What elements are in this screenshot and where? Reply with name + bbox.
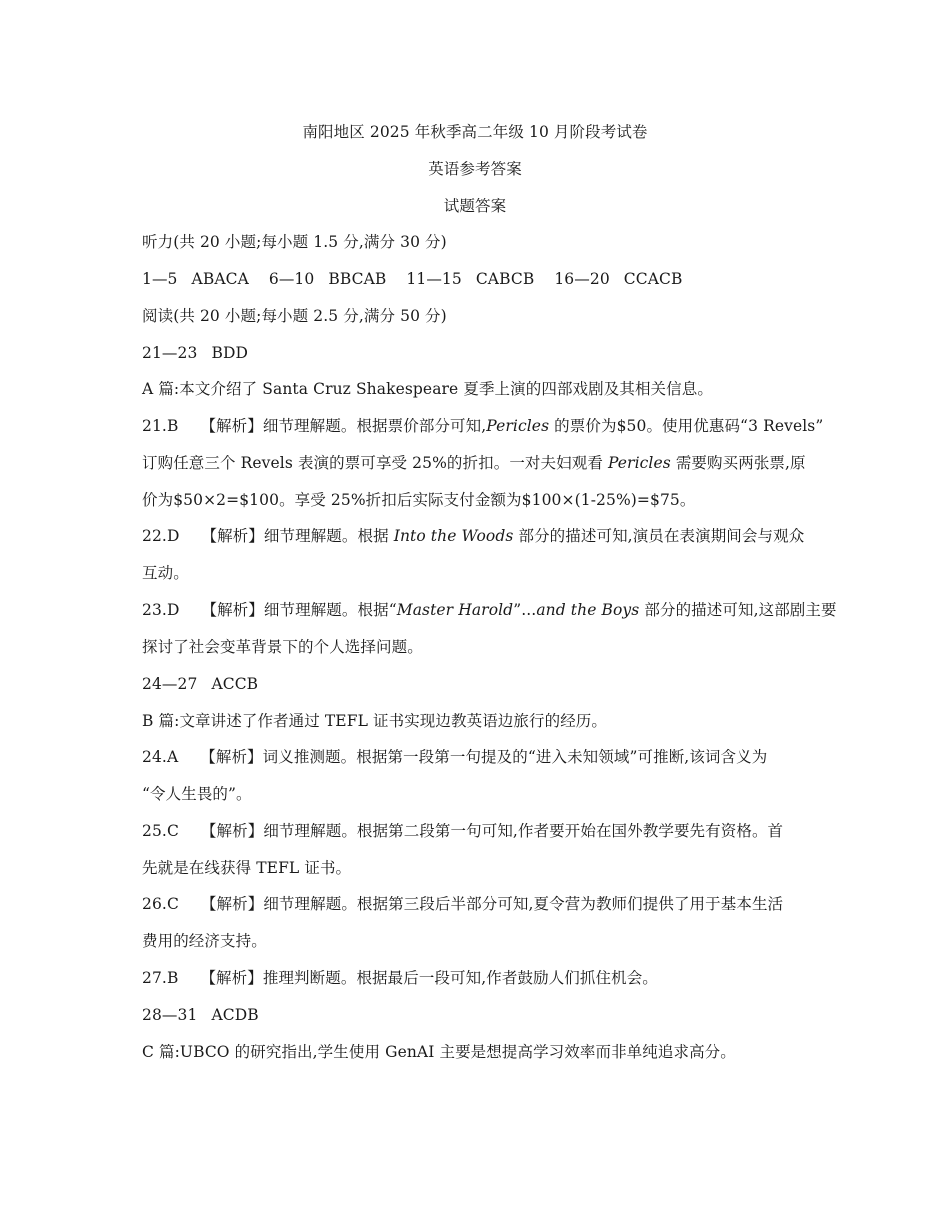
analysis-tag: 【解析】 — [201, 601, 264, 619]
reading-answers-a — [142, 343, 822, 363]
question-number: 22.D — [142, 527, 180, 545]
answer-letters: BDD — [211, 344, 248, 362]
answer-range: 6—10 — [268, 270, 315, 288]
play-title: Into the Woods — [393, 527, 514, 545]
answer-range: 1—5 — [142, 270, 178, 288]
analysis-tag: 【解析】 — [200, 895, 264, 913]
question-number: 25.C — [142, 822, 179, 840]
q25-line-1 — [142, 821, 822, 841]
q27-line-1 — [142, 968, 822, 988]
listening-answers — [142, 269, 822, 289]
answer-range: 24—27 — [142, 675, 198, 693]
question-number: 21.B — [142, 417, 179, 435]
reading-heading: 阅读(共 20 小题;每小题 2.5 分,满分 50 分) — [142, 307, 447, 325]
document-title: 南阳地区 2025 年秋季高二年级 10 月阶段考试卷 — [302, 123, 648, 141]
answer-range: 28—31 — [142, 1006, 198, 1024]
passage-b-summary: B 篇:文章讲述了作者通过 TEFL 证书实现边教英语边旅行的经历。 — [142, 712, 607, 730]
q23-line-2: 探讨了社会变革背景下的个人选择问题。 — [142, 638, 423, 656]
answer-letters: BBCAB — [328, 270, 387, 288]
listening-heading: 听力(共 20 小题;每小题 1.5 分,满分 30 分) — [142, 233, 447, 251]
analysis-text: 细节理解题。根据第三段后半部分可知,夏令营为教师们提供了用于基本生活 — [263, 895, 784, 913]
q24-line-1 — [142, 747, 822, 767]
analysis-text: 推理判断题。根据最后一段可知,作者鼓励人们抓住机会。 — [262, 969, 658, 987]
analysis-tag: 【解析】 — [200, 417, 263, 435]
q26-line-2: 费用的经济支持。 — [142, 932, 267, 950]
answer-letters: CCACB — [623, 270, 683, 288]
analysis-text: 部分的描述可知,这部剧主要 — [639, 601, 837, 619]
analysis-text: 订购任意三个 Revels 表演的票可享受 25%的折扣。一对夫妇观看 — [142, 454, 608, 472]
play-title: Pericles — [607, 454, 671, 472]
answer-range: 21—23 — [142, 344, 198, 362]
analysis-tag: 【解析】 — [201, 527, 264, 545]
question-number: 24.A — [142, 748, 179, 766]
analysis-text: 需要购买两张票,原 — [670, 454, 806, 472]
reading-answers-c — [142, 1005, 822, 1025]
q24-line-2: “令人生畏的”。 — [142, 785, 252, 803]
answer-letters: ACDB — [211, 1006, 259, 1024]
analysis-text: 的票价为$50。使用优惠码“3 Revels” — [549, 417, 824, 435]
q21-line-2 — [142, 453, 822, 473]
analysis-text: 细节理解题。根据“ — [263, 601, 397, 619]
reading-answers-b — [142, 674, 822, 694]
q22-line-2: 互动。 — [142, 564, 189, 582]
analysis-text: ”... — [513, 601, 537, 619]
question-number: 23.D — [142, 601, 180, 619]
analysis-tag: 【解析】 — [200, 748, 263, 766]
analysis-tag: 【解析】 — [200, 822, 264, 840]
analysis-text: 细节理解题。根据 — [263, 527, 394, 545]
analysis-text: 细节理解题。根据第二段第一句可知,作者要开始在国外教学要先有资格。首 — [263, 822, 784, 840]
question-number: 27.B — [142, 969, 179, 987]
play-title: and the Boys — [536, 601, 640, 619]
answer-letters: ACCB — [211, 675, 259, 693]
play-title: Pericles — [486, 417, 550, 435]
answer-range: 11—15 — [406, 270, 462, 288]
play-title: Master Harold — [396, 601, 514, 619]
q26-line-1 — [142, 894, 822, 914]
q23-line-1 — [142, 600, 837, 620]
document-subtitle: 英语参考答案 — [428, 160, 522, 178]
analysis-text: 细节理解题。根据票价部分可知, — [262, 417, 487, 435]
section-heading: 试题答案 — [443, 197, 507, 215]
answer-letters: ABACA — [191, 270, 249, 288]
question-number: 26.C — [142, 895, 179, 913]
q25-line-2: 先就是在线获得 TEFL 证书。 — [142, 859, 352, 877]
passage-c-summary: C 篇:UBCO 的研究指出,学生使用 GenAI 主要是想提高学习效率而非单纯追求高分。 — [142, 1043, 736, 1061]
q21-line-3: 价为$50×2=$100。享受 25%折扣后实际支付金额为$100×(1-25%)=$75。 — [142, 491, 696, 509]
analysis-text: 部分的描述可知,演员在表演期间会与观众 — [513, 527, 805, 545]
q22-line-1 — [142, 526, 822, 546]
q21-line-1 — [142, 416, 822, 436]
answer-letters: CABCB — [475, 270, 535, 288]
analysis-text: 词义推测题。根据第一段第一句提及的“进入未知领域”可推断,该词含义为 — [262, 748, 768, 766]
answer-range: 16—20 — [554, 270, 610, 288]
analysis-tag: 【解析】 — [200, 969, 263, 987]
passage-a-summary: A 篇:本文介绍了 Santa Cruz Shakespeare 夏季上演的四部戏剧及其相关信息。 — [142, 380, 713, 398]
